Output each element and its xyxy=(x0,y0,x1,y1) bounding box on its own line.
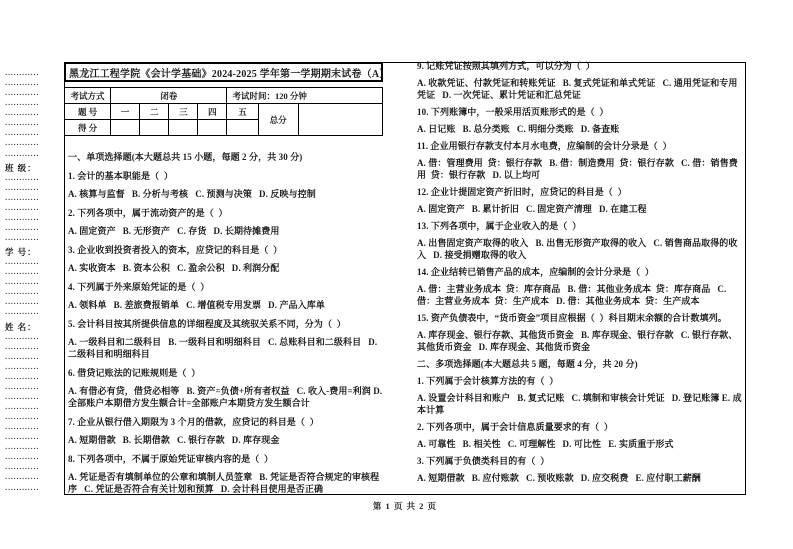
dotted-write-line: ············ xyxy=(5,476,40,484)
dotted-write-line: ············ xyxy=(5,237,40,244)
question-options: A. 借：主营业务成本 贷：库存商品 B. 借：其他业务成本 贷：库存商品 C. 借：主营业务成本 贷：生产成本 D. 借：其他业务成本 贷：生产成本 xyxy=(417,284,729,306)
question-stem: 6. 借贷记账法的记账规则是（ ） xyxy=(68,367,201,378)
dotted-write-line: ············ xyxy=(5,112,40,120)
question-options: A. 借：管理费用 贷：银行存款 B. 借：制造费用 贷：银行存款 C. 借：销售费用 贷：银行存款 D. 以上均可 xyxy=(417,158,738,180)
dotted-write-line: ············ xyxy=(5,355,40,363)
question-number: 五 xyxy=(227,104,258,120)
question-options: A. 短期借款 B. 长期借款 C. 银行存款 D. 库存现金 xyxy=(68,435,280,445)
question-stem: 13. 下列各项中，属于企业收入的是（ ） xyxy=(417,221,582,231)
dotted-write-line: ············ xyxy=(5,395,40,403)
dotted-write-line: ············ xyxy=(5,486,40,494)
dotted-write-line: ············ xyxy=(5,206,40,214)
question-stem: 2. 下列各项中，属于流动资产的是（ ） xyxy=(68,207,228,218)
questions-right-column xyxy=(417,60,744,489)
question-options: A. 核算与监督 B. 分析与考核 C. 预测与决策 D. 反映与控制 xyxy=(68,189,316,199)
question-stem: 2. 下列各项中，属于会计信息质量要求的有（ ） xyxy=(417,422,614,432)
score-cell xyxy=(111,120,140,136)
question-number: 三 xyxy=(169,104,198,120)
question-stem: 15. 资产负债表中，“货币资金”项目应根据（ ）科目期末余额的合计数填列。 xyxy=(417,313,727,323)
question-options: A. 可靠性 B. 相关性 C. 可理解性 D. 可比性 E. 实质重于形式 xyxy=(417,439,674,449)
total-score-cell xyxy=(298,104,382,136)
dotted-write-line: ············ xyxy=(5,446,40,454)
margin-field-label: 姓 名： xyxy=(5,321,37,332)
binding-margin xyxy=(5,72,59,494)
total-score-label: 总分 xyxy=(258,104,298,136)
page-number-footer: 第 1 页 共 2 页 xyxy=(372,501,438,511)
score-cell xyxy=(198,120,227,136)
question-stem: 3. 企业收到投资者投入的资本，应贷记的科目是（ ） xyxy=(68,244,283,255)
exam-title: 黑龙江工程学院《会计学基础》2024-2025 学年第一学期期末试卷（A） xyxy=(69,68,390,80)
question-stem: 4. 下列属于外来原始凭证的是（ ） xyxy=(68,281,210,292)
dotted-write-line: ············ xyxy=(5,311,40,319)
dotted-write-line: ············ xyxy=(5,196,40,204)
question-stem: 3. 下列属于负债类科目的有（ ） xyxy=(417,456,550,466)
question-row-label: 题 号 xyxy=(65,104,111,120)
exam-mode-label: 考试方式 xyxy=(65,88,111,104)
question-options: A. 凭证是否有填制单位的公章和填制人员签章 B. 凭证是否符合规定的审核程序 C. 凭证是否符合有关计划和预算 D. 会计科目使用是否正确 xyxy=(68,472,380,494)
question-number: 一 xyxy=(111,104,140,120)
dotted-write-line: ············ xyxy=(5,406,40,413)
question-options: A. 短期借款 B. 应付账款 C. 预收账款 D. 应交税费 E. 应付职工薪酬 xyxy=(417,473,701,483)
question-stem: 9. 记账凭证按照其填列方式，可以分为（ ） xyxy=(417,61,595,71)
dotted-write-line: ············ xyxy=(5,436,40,444)
dotted-write-line: ············ xyxy=(5,365,40,373)
question-stem: 1. 下列属于会计核算方法的有（ ） xyxy=(417,376,559,386)
question-options: A. 固定资产 B. 无形资产 C. 存货 D. 长期待摊费用 xyxy=(68,226,280,236)
margin-field-label: 班 级： xyxy=(5,162,37,173)
dotted-write-line: ············ xyxy=(5,261,40,269)
dotted-write-line: ············ xyxy=(5,301,40,309)
dotted-write-line: ············ xyxy=(5,226,40,234)
score-row-label: 得 分 xyxy=(65,120,111,136)
dotted-write-line: ············ xyxy=(5,152,40,160)
dotted-write-line: ············ xyxy=(5,102,40,110)
dotted-write-line: ············ xyxy=(5,456,40,464)
dotted-write-line: ············ xyxy=(5,375,40,383)
question-options: A. 领料单 B. 差旅费报销单 C. 增值税专用发票 D. 产品入库单 xyxy=(68,300,325,310)
dotted-write-line: ············ xyxy=(5,416,40,424)
question-options: A. 库存现金、银行存款、其他货币资金 B. 库存现金、银行存款 C. 银行存款、其他货币资金 D. 库存现金、其他货币资金 xyxy=(417,330,738,352)
question-stem: 5. 会计科目按其所提供信息的详细程度及其统驭关系不同，分为（ ） xyxy=(68,318,346,329)
dotted-write-line: ············ xyxy=(5,132,40,140)
question-stem: 10. 下列账簿中，一般采用活页账形式的是（ ） xyxy=(417,107,609,117)
exam-mode-value: 闭卷 xyxy=(111,88,227,104)
question-stem: 8. 下列各项中，不属于原始凭证审核内容的是（ ） xyxy=(68,453,274,464)
dotted-write-line: ············ xyxy=(5,426,40,434)
question-number: 二 xyxy=(140,104,169,120)
dotted-write-line: ············ xyxy=(5,176,40,184)
question-options: A. 出售固定资产取得的收入 B. 出售无形资产取得的收入 C. 销售商品取得的收入 D. 接受捐赠取得的收入 xyxy=(417,238,738,260)
margin-field-label: 学 号： xyxy=(5,247,37,258)
dotted-write-line: ············ xyxy=(5,466,40,474)
question-stem: 12. 企业计提固定资产折旧时，应贷记的科目是（ ） xyxy=(417,187,627,197)
dotted-write-line: ············ xyxy=(5,271,40,279)
question-options: A. 日记账 B. 总分类账 C. 明细分类账 D. 备查账 xyxy=(417,124,620,134)
dotted-write-line: ············ xyxy=(5,281,40,289)
question-stem: 7. 企业从银行借入期限为 3 个月的借款，应贷记的科目是（ ） xyxy=(68,416,319,427)
dotted-write-line: ············ xyxy=(5,385,40,393)
dotted-write-line: ············ xyxy=(5,142,40,150)
score-cell xyxy=(140,120,169,136)
section-heading: 二、多项选择题(本大题总共 5 题，每题 4 分，共 20 分) xyxy=(417,359,638,369)
question-stem: 1. 会计的基本职能是（ ） xyxy=(68,170,174,181)
score-cell xyxy=(169,120,198,136)
dotted-write-line: ············ xyxy=(5,335,40,343)
title-box xyxy=(64,62,390,82)
question-options: A. 设置会计科目和账户 B. 复式记账 C. 填制和审核会计凭证 D. 登记账簿 E. 成本计算 xyxy=(417,393,742,415)
score-table xyxy=(64,87,383,136)
question-options: A. 有借必有贷，借贷必相等 B. 资产=负债+所有者权益 C. 收入-费用=利润 D. 全部账户本期借方发生额合计=全部账户本期贷方发生额合计 xyxy=(68,386,385,408)
dotted-write-line: ············ xyxy=(5,82,40,90)
question-options: A. 收款凭证、付款凭证和转账凭证 B. 复式凭证和单式凭证 C. 通用凭证和专用凭证 D. 一次凭证、累计凭证和汇总凭证 xyxy=(417,78,738,100)
dotted-write-line: ············ xyxy=(5,122,40,130)
dotted-write-line: ············ xyxy=(5,345,40,353)
question-options: A. 实收资本 B. 资本公积 C. 盈余公积 D. 利润分配 xyxy=(68,263,280,273)
question-stem: 14. 企业结转已销售产品的成本，应编制的会计分录是（ ） xyxy=(417,267,655,277)
score-cell xyxy=(227,120,258,136)
dotted-write-line: ············ xyxy=(5,216,40,224)
section-heading: 一、单项选择题(本大题总共 15 小题，每题 2 分，共 30 分) xyxy=(68,152,303,162)
question-number: 四 xyxy=(198,104,227,120)
dotted-write-line: ············ xyxy=(5,186,40,194)
question-options: A. 固定资产 B. 累计折旧 C. 固定资产清理 D. 在建工程 xyxy=(417,204,647,214)
dotted-write-line: ············ xyxy=(5,72,40,79)
exam-time: 考试时间：120 分钟 xyxy=(227,88,383,104)
dotted-write-line: ············ xyxy=(5,291,40,299)
dotted-write-line: ············ xyxy=(5,92,40,100)
question-options: A. 一级科目和二级科目 B. 一级科目和明细科目 C. 总账科目和二级科目 D. 二级科目和明细科目 xyxy=(68,337,380,359)
question-stem: 11. 企业用银行存款支付本月水电费，应编制的会计分录是（ ） xyxy=(417,141,672,151)
questions-left-column xyxy=(68,151,385,502)
